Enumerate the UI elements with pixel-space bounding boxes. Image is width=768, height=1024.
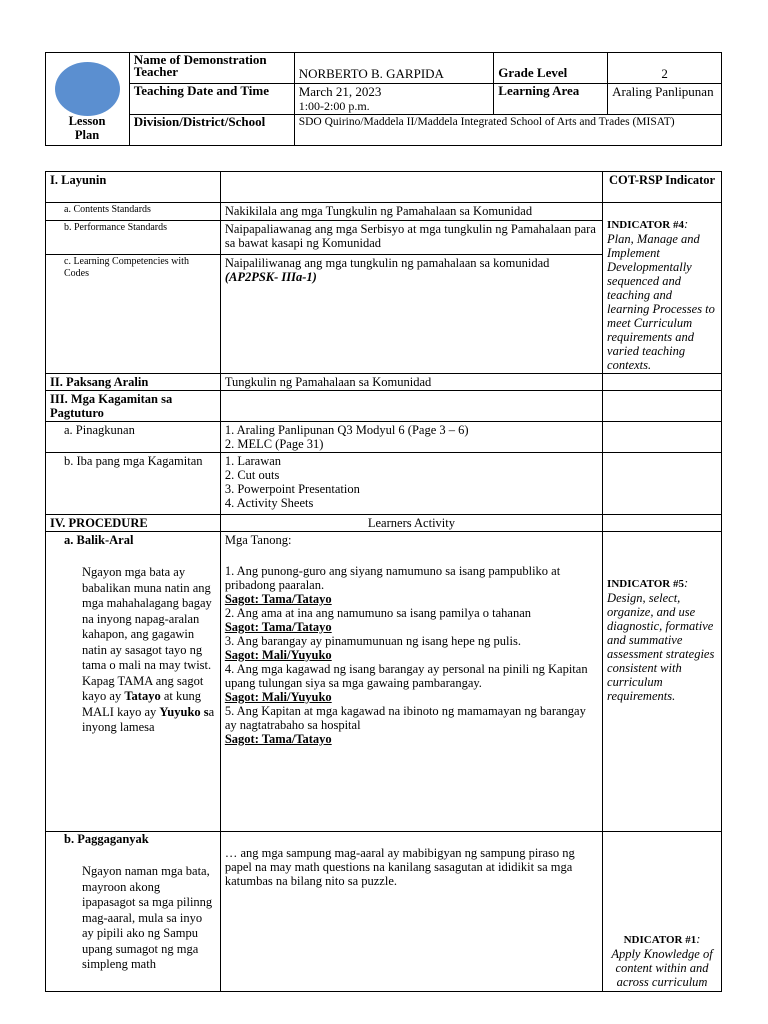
cot-header: COT-RSP Indicator <box>603 172 722 203</box>
indicator5-cell: INDICATOR #5: Design, select, organize, and use diagnostic, formative and summative assessment strategies consistent with curriculum requirements. <box>603 532 722 832</box>
paggaganyak-cell <box>46 832 221 992</box>
indicator1-text: Apply Knowledge of content within and across curriculum <box>611 947 713 989</box>
balik-aral-label: a. Balik-Aral <box>64 533 134 547</box>
balik-text-2: at kung MALI kayo ay <box>82 689 201 719</box>
answer-3: Sagot: Mali/Yuyuko <box>224 648 332 662</box>
paksa-label: II. Paksang Aralin <box>46 374 221 391</box>
question-3: 3. Ang barangay ay pinamumunuan ng isang hepe ng pulis. <box>224 634 521 648</box>
balik-text-1: Ngayon mga bata ay babalikan muna natin ang mga mahahalagang bagay na inyong napag-aralan kahapon, ang gagawin natin ay sasagot tayo ng tama o mali na may twist. Kapag TAMA ang sagot kayo ay <box>82 565 212 703</box>
answer-1: Sagot: Tama/Tatayo <box>224 592 332 606</box>
iba-item: 2. Cut outs <box>224 468 280 482</box>
indicator5-text: Design, select, organize, and use diagnostic, formative and summative assessment strategies consistent with curriculum requirements. <box>607 591 715 703</box>
balik-tatayo: Tatayo <box>124 689 161 703</box>
paggaganyak-text: Ngayon naman mga bata, mayroon akong ipapasagot sa mga pilinng mag-aaral, mula sa inyo ay pipili ako ng Sampu upang sumagot ng mga simpleng math <box>82 864 213 971</box>
lesson-table <box>45 171 722 992</box>
date-time-cell <box>294 84 494 115</box>
competency-code: (AP2PSK- IIIa-1) <box>224 269 317 284</box>
layunin-heading: I. Layunin <box>46 172 221 203</box>
pinagkunan-item: 2. MELC (Page 31) <box>224 437 324 451</box>
balik-yuyuko: Yuyuko s <box>159 704 209 719</box>
paksa-value: Tungkulin ng Pamahalaan sa Komunidad <box>220 374 602 391</box>
performance-value: Naipapaliawanag ang mga Serbisyo at mga tungkulin ng Pamahalaan para sa bawat kasapi ng Komunidad <box>220 221 602 254</box>
indicator5-title: INDICATOR #5 <box>607 578 684 590</box>
grade-label: Grade Level <box>494 53 608 84</box>
area-label: Learning Area <box>494 84 608 115</box>
indicator4-cell: INDICATOR #4: Plan, Manage and Implement Developmentally sequenced and teaching and learning Processes to meet Curriculum requirements and varied teaching contexts. <box>603 203 722 374</box>
answer-4: Sagot: Mali/Yuyuko <box>224 690 332 704</box>
competency-label: c. Learning Competencies with Codes <box>46 254 221 373</box>
indicator1-title: NDICATOR #1 <box>623 934 697 946</box>
learners-activity-label: Learners Activity <box>220 515 602 532</box>
date-label: Teaching Date and Time <box>129 84 294 115</box>
pinagkunan-item: 1. Araling Panlipunan Q3 Modyul 6 (Page 3 – 6) <box>224 423 469 437</box>
date-value: March 21, 2023 <box>298 84 382 99</box>
questions-cell <box>220 532 602 832</box>
performance-label: b. Performance Standards <box>46 221 221 254</box>
iba-label <box>46 453 221 515</box>
question-1: 1. Ang punong-guro ang siyang namumuno sa isang pampubliko at pribadong paaralan. <box>224 564 561 592</box>
indicator1-cell: NDICATOR #1: Apply Knowledge of content within and across curriculum <box>603 832 722 992</box>
balik-text-3: a inyong lamesa <box>82 704 215 734</box>
header-table <box>45 52 722 146</box>
lesson-plan-label: Lesson Plan <box>68 114 106 142</box>
question-5: 5. Ang Kapitan at mga kagawad na ibinoto ng mamamayan ng barangay ay nagtatrabaho sa hospital <box>224 704 586 732</box>
teacher-value: NORBERTO B. GARPIDA <box>294 53 494 84</box>
iba-item: 3. Powerpoint Presentation <box>224 482 360 496</box>
competency-value: Naipaliliwanag ang mga tungkulin ng pamahalaan sa komunidad <box>224 255 550 270</box>
school-value: SDO Quirino/Maddela II/Maddela Integrated School of Arts and Trades (MISAT) <box>294 115 721 146</box>
contents-value: Nakikilala ang mga Tungkulin ng Pamahalaan sa Komunidad <box>220 203 602 221</box>
pinagkunan-label: a. Pinagkunan <box>46 422 221 453</box>
question-2: 2. Ang ama at ina ang namumuno sa isang pamilya o tahanan <box>224 606 531 620</box>
indicator4-title: INDICATOR #4 <box>607 219 684 231</box>
mga-tanong-label: Mga Tanong: <box>224 533 292 547</box>
time-value: 1:00-2:00 p.m. <box>298 99 370 113</box>
contents-label: a. Contents Standards <box>46 203 221 221</box>
balik-aral-cell <box>46 532 221 832</box>
pinagkunan-list <box>220 422 602 453</box>
indicator4-text: Plan, Manage and Implement Developmentally sequenced and teaching and learning Processes to meet Curriculum requirements and varied teaching contexts. <box>607 232 715 372</box>
kagamitan-label: III. Mga Kagamitan sa Pagtuturo <box>46 391 221 422</box>
question-4: 4. Ang mga kagawad ng isang barangay ay personal na pinili ng Kapitan upang tulungan siya sa mga gawaing pambarangay. <box>224 662 588 690</box>
grade-value: 2 <box>608 53 722 84</box>
iba-label-text: b. Iba pang mga Kagamitan <box>64 454 203 468</box>
paggaganyak-activity: … ang mga sampung mag-aaral ay mabibigyan ng sampung piraso ng papel na may math questions na kanilang sasagutan at ididikit sa mga katumbas na bilang nito sa puzzle. <box>220 832 602 992</box>
area-value: Araling Panlipunan <box>608 84 722 115</box>
iba-list <box>220 453 602 515</box>
paggaganyak-label: b. Paggaganyak <box>64 832 149 846</box>
school-label: Division/District/School <box>129 115 294 146</box>
balik-aral-text <box>64 565 216 736</box>
answer-5: Sagot: Tama/Tatayo <box>224 732 332 746</box>
answer-2: Sagot: Tama/Tatayo <box>224 620 332 634</box>
procedure-label: IV. PROCEDURE <box>46 515 221 532</box>
iba-item: 1. Larawan <box>224 454 282 468</box>
iba-item: 4. Activity Sheets <box>224 496 314 510</box>
competency-cell <box>220 254 602 373</box>
teacher-label: Name of Demonstration Teacher <box>129 53 294 84</box>
